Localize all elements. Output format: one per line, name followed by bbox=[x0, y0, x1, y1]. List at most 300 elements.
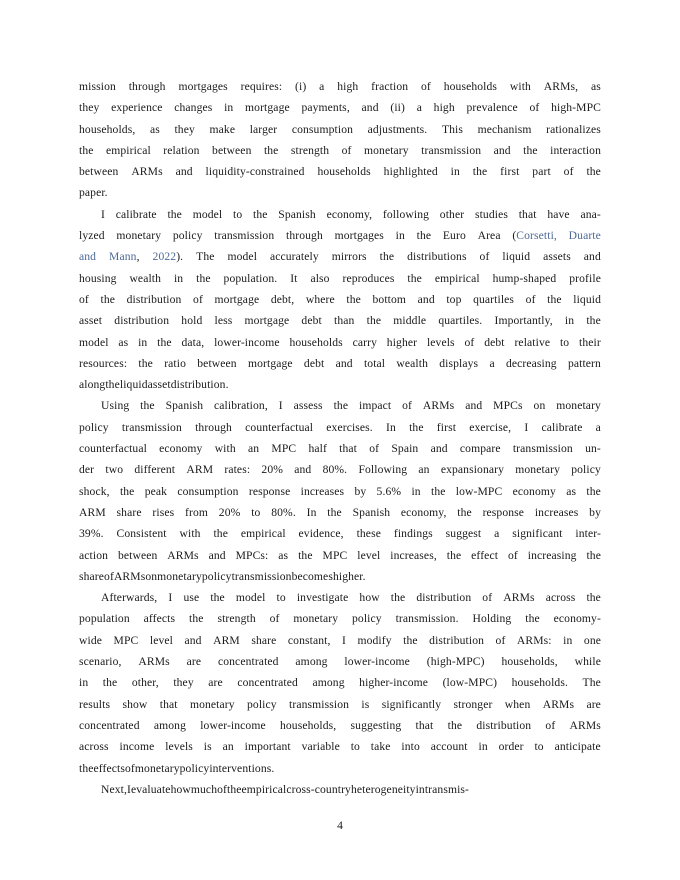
text-run: and bbox=[184, 633, 202, 647]
text-run: ARMs bbox=[167, 548, 199, 562]
word bbox=[589, 506, 601, 519]
text-run: 80%. bbox=[271, 505, 296, 519]
word bbox=[157, 570, 202, 583]
text-line bbox=[79, 698, 601, 719]
text-run: high bbox=[337, 80, 359, 93]
word bbox=[280, 719, 336, 732]
word bbox=[168, 591, 172, 604]
text-run: the bbox=[586, 591, 601, 605]
word bbox=[359, 676, 428, 689]
word bbox=[483, 506, 525, 519]
text-run: monetary bbox=[515, 463, 560, 477]
word bbox=[368, 123, 428, 136]
text-run: higher-income bbox=[359, 676, 429, 690]
text-run: through bbox=[285, 229, 323, 243]
text-run: policy bbox=[179, 761, 210, 775]
word bbox=[571, 463, 601, 476]
citation-link[interactable]: and bbox=[79, 250, 97, 264]
word bbox=[496, 634, 506, 647]
text-run: while bbox=[574, 655, 601, 669]
word bbox=[596, 421, 601, 434]
text-run: monetary bbox=[157, 569, 202, 583]
word bbox=[510, 80, 531, 93]
text-run: the bbox=[140, 399, 155, 413]
text-run: increases bbox=[300, 484, 345, 498]
text-run: adjustments. bbox=[367, 122, 428, 136]
word bbox=[294, 399, 323, 412]
text-run: households. bbox=[511, 676, 568, 690]
text-run: is bbox=[361, 697, 370, 711]
text-run: and bbox=[361, 101, 379, 115]
word bbox=[245, 421, 313, 434]
text-run: distribution. bbox=[170, 378, 229, 392]
word bbox=[232, 570, 292, 583]
word bbox=[466, 101, 517, 114]
text-run: ). bbox=[176, 250, 184, 264]
text-run: un- bbox=[585, 442, 601, 456]
word bbox=[342, 634, 346, 647]
word bbox=[117, 506, 142, 519]
text-run: quartiles. bbox=[438, 314, 483, 328]
word bbox=[224, 101, 233, 114]
word bbox=[416, 719, 434, 732]
word bbox=[213, 527, 228, 540]
text-run: requires: bbox=[240, 80, 283, 93]
paragraph bbox=[79, 783, 601, 804]
word bbox=[122, 698, 147, 711]
text-run: a bbox=[595, 420, 601, 434]
text-run: the bbox=[430, 484, 446, 498]
word bbox=[173, 676, 193, 689]
word bbox=[105, 463, 123, 476]
text-run: the bbox=[346, 292, 361, 306]
text-run: the bbox=[586, 314, 601, 328]
word bbox=[534, 399, 546, 412]
text-run: high bbox=[433, 101, 455, 115]
text-run: into bbox=[401, 740, 420, 754]
text-run: in bbox=[450, 165, 460, 179]
word bbox=[160, 698, 178, 711]
text-line bbox=[79, 762, 601, 783]
text-run: transmission. bbox=[395, 612, 459, 626]
text-run: Holding bbox=[472, 612, 512, 626]
word bbox=[371, 80, 408, 93]
text-run: Afterwards, bbox=[101, 591, 158, 605]
word bbox=[184, 634, 201, 647]
word bbox=[391, 442, 418, 455]
text-run: monetary bbox=[293, 612, 339, 626]
text-run: resources: bbox=[79, 356, 128, 370]
word bbox=[584, 634, 601, 647]
text-run: significantly bbox=[381, 697, 442, 711]
text-run: first bbox=[500, 165, 520, 179]
word bbox=[534, 740, 543, 753]
word bbox=[441, 463, 504, 476]
text-run: the bbox=[416, 229, 432, 243]
word bbox=[131, 783, 171, 796]
text-line bbox=[79, 612, 601, 633]
word bbox=[120, 485, 135, 498]
word bbox=[215, 314, 233, 327]
text-run: the bbox=[586, 165, 601, 179]
word bbox=[478, 740, 487, 753]
text-run: concentrated bbox=[79, 718, 140, 732]
word bbox=[357, 549, 380, 562]
text-run: of bbox=[269, 612, 280, 626]
word bbox=[554, 612, 601, 625]
word bbox=[584, 250, 601, 263]
text-run: debt bbox=[301, 314, 322, 328]
text-line bbox=[79, 101, 601, 122]
word bbox=[373, 293, 407, 306]
text-run: transmission bbox=[231, 569, 292, 583]
text-run: the bbox=[409, 420, 424, 434]
word bbox=[217, 612, 255, 625]
text-run: other, bbox=[131, 676, 159, 690]
text-run: where bbox=[305, 292, 335, 306]
text-run: the bbox=[586, 548, 601, 562]
text-run: households bbox=[443, 80, 498, 93]
word bbox=[286, 229, 323, 242]
text-run: exercise, bbox=[469, 420, 512, 434]
word bbox=[193, 293, 203, 306]
word bbox=[302, 740, 340, 753]
text-run: Using bbox=[101, 399, 130, 413]
text-run: In bbox=[306, 505, 317, 519]
text-run: larger bbox=[249, 122, 278, 136]
text-run: as bbox=[566, 484, 577, 498]
word bbox=[586, 698, 601, 711]
word bbox=[342, 272, 394, 285]
page-number: 4 bbox=[337, 819, 343, 832]
text-line bbox=[79, 549, 601, 570]
text-run: constant, bbox=[287, 633, 331, 647]
text-run: along bbox=[79, 378, 106, 392]
word bbox=[307, 506, 317, 519]
text-run: It bbox=[290, 271, 298, 285]
text-run: The bbox=[582, 676, 601, 690]
text-run: important bbox=[244, 740, 291, 754]
word bbox=[431, 442, 448, 455]
paragraph bbox=[79, 591, 601, 783]
word bbox=[308, 442, 327, 455]
text-run: by bbox=[589, 505, 601, 519]
word bbox=[573, 293, 601, 306]
text-run: as bbox=[149, 122, 160, 136]
text-run: calibrate bbox=[541, 420, 583, 434]
word bbox=[421, 80, 431, 93]
word bbox=[418, 293, 435, 306]
text-run: debt, bbox=[270, 292, 295, 306]
text-run: income bbox=[119, 740, 155, 754]
text-run: exercises. bbox=[326, 420, 373, 434]
text-run: suggest bbox=[445, 527, 482, 541]
text-run: a bbox=[416, 101, 422, 115]
text-run: relative bbox=[514, 335, 551, 349]
word bbox=[138, 357, 153, 370]
citation-link[interactable]: Duarte bbox=[568, 229, 601, 243]
word bbox=[334, 399, 349, 412]
word bbox=[585, 442, 601, 455]
word bbox=[177, 485, 238, 498]
text-run: of bbox=[193, 292, 203, 306]
text-run: one bbox=[583, 633, 601, 647]
text-run: the bbox=[327, 505, 342, 519]
word bbox=[429, 634, 484, 647]
text-run: variable bbox=[301, 740, 340, 754]
word bbox=[440, 208, 464, 221]
text-run: asset bbox=[147, 378, 171, 392]
text-run: 5.6% bbox=[376, 484, 402, 498]
word bbox=[359, 591, 379, 604]
word bbox=[471, 549, 498, 562]
text-run: 39%. bbox=[79, 527, 104, 541]
text-run: of bbox=[104, 569, 114, 583]
text-run: inter- bbox=[575, 527, 601, 541]
word bbox=[501, 655, 557, 668]
word bbox=[117, 527, 167, 540]
word bbox=[144, 612, 176, 625]
word bbox=[323, 463, 348, 476]
text-run: ARM bbox=[213, 633, 240, 647]
text-run: model bbox=[227, 250, 258, 264]
text-run: mortgages bbox=[178, 80, 228, 93]
text-run: distribution bbox=[126, 292, 182, 306]
word bbox=[79, 229, 105, 242]
text-run: in bbox=[79, 676, 89, 690]
text-run: of bbox=[545, 718, 556, 732]
word bbox=[94, 762, 126, 775]
text-run: the bbox=[102, 676, 118, 690]
text-line bbox=[79, 314, 601, 335]
text-run: ARMs bbox=[542, 697, 575, 711]
word bbox=[489, 357, 494, 370]
word bbox=[393, 314, 426, 327]
word bbox=[264, 144, 279, 157]
text-run: transmis- bbox=[424, 782, 470, 796]
text-line bbox=[79, 80, 601, 101]
text-run: interaction bbox=[550, 143, 601, 157]
word bbox=[208, 676, 223, 689]
word bbox=[506, 357, 557, 370]
text-run: the bbox=[196, 271, 211, 285]
word bbox=[512, 527, 562, 540]
word bbox=[105, 378, 120, 391]
word bbox=[546, 591, 576, 604]
word bbox=[181, 336, 204, 349]
text-run: on bbox=[533, 399, 546, 413]
citation-link[interactable]: 2022 bbox=[152, 250, 177, 264]
text-run: of bbox=[341, 143, 352, 157]
word bbox=[241, 80, 283, 93]
text-run: the bbox=[213, 527, 228, 541]
word bbox=[454, 698, 493, 711]
text-run: monetary bbox=[363, 143, 409, 157]
text-run: in bbox=[411, 484, 421, 498]
text-run: top bbox=[446, 292, 462, 306]
word bbox=[423, 399, 454, 412]
text-run: increasing bbox=[527, 548, 577, 562]
word bbox=[138, 655, 169, 668]
text-run: transmission bbox=[512, 442, 573, 456]
word bbox=[249, 485, 291, 498]
text-run: empirical bbox=[240, 527, 286, 541]
text-run: much bbox=[190, 782, 218, 796]
citation-link[interactable]: Corsetti, bbox=[516, 229, 557, 243]
word bbox=[181, 314, 202, 327]
text-run: expansionary bbox=[440, 463, 505, 477]
word bbox=[478, 229, 501, 242]
text-run: distribution bbox=[416, 591, 472, 605]
word bbox=[295, 655, 327, 668]
word bbox=[517, 634, 552, 647]
word bbox=[127, 293, 182, 306]
text-run: mechanism bbox=[477, 122, 532, 136]
text-run: impact bbox=[358, 399, 392, 413]
word bbox=[214, 399, 268, 412]
word bbox=[469, 421, 511, 434]
word bbox=[526, 293, 536, 306]
text-run: assess bbox=[293, 399, 323, 413]
word bbox=[382, 698, 441, 711]
word bbox=[118, 336, 128, 349]
text-run: between bbox=[117, 548, 158, 562]
word bbox=[79, 80, 116, 93]
word bbox=[116, 229, 161, 242]
text-run: with bbox=[214, 442, 236, 456]
word bbox=[219, 506, 241, 519]
word bbox=[204, 740, 212, 753]
word bbox=[79, 549, 108, 562]
text-run: an bbox=[247, 442, 260, 456]
text-run: liquid bbox=[502, 250, 531, 264]
text-run: the bbox=[403, 633, 418, 647]
text-run: and bbox=[335, 356, 353, 370]
word bbox=[271, 442, 296, 455]
word bbox=[523, 144, 538, 157]
word bbox=[187, 655, 202, 668]
text-run: the bbox=[138, 356, 153, 370]
text-run: their bbox=[579, 335, 601, 349]
word bbox=[79, 719, 140, 732]
text-run: affects bbox=[143, 612, 176, 626]
text-run: is bbox=[203, 740, 212, 754]
text-run: ARM bbox=[79, 505, 106, 519]
text-run: between bbox=[212, 143, 252, 157]
word bbox=[233, 208, 242, 221]
word bbox=[547, 293, 562, 306]
word bbox=[409, 421, 424, 434]
word bbox=[291, 144, 329, 157]
text-run: MPC bbox=[322, 548, 348, 562]
text-run: ARMs bbox=[131, 165, 163, 179]
word bbox=[294, 463, 311, 476]
text-run: among bbox=[312, 676, 345, 690]
word bbox=[359, 399, 391, 412]
text-run: the bbox=[547, 292, 562, 306]
text-run: policy bbox=[352, 612, 382, 626]
word bbox=[569, 229, 601, 242]
text-run: levels bbox=[165, 740, 193, 754]
word bbox=[451, 165, 460, 178]
text-run: the bbox=[157, 335, 172, 349]
text-line bbox=[79, 527, 601, 548]
word bbox=[189, 612, 204, 625]
word bbox=[544, 80, 578, 93]
text-line bbox=[79, 144, 601, 165]
text-run: high-MPC bbox=[551, 101, 601, 115]
word bbox=[227, 783, 242, 796]
text-run: concentrated bbox=[217, 655, 279, 669]
word bbox=[500, 165, 519, 178]
word bbox=[150, 123, 160, 136]
text-run: that bbox=[518, 207, 537, 221]
text-run: interventions. bbox=[209, 761, 275, 775]
word bbox=[403, 634, 418, 647]
text-line bbox=[79, 250, 601, 271]
text-line bbox=[79, 655, 601, 676]
text-run: wealth bbox=[129, 271, 162, 285]
text-run: mortgage bbox=[214, 292, 260, 306]
text-run: asset bbox=[79, 314, 103, 328]
text-run: changes bbox=[174, 101, 213, 115]
text-run: among bbox=[295, 655, 328, 669]
citation-link[interactable]: Mann bbox=[109, 250, 137, 264]
word bbox=[591, 80, 601, 93]
word bbox=[304, 357, 324, 370]
text-run: these bbox=[356, 527, 381, 541]
text-run: distribution bbox=[476, 718, 532, 732]
word bbox=[131, 165, 162, 178]
word bbox=[342, 144, 352, 157]
text-run: between bbox=[79, 165, 119, 179]
text-run: take bbox=[370, 740, 391, 754]
text-run: an bbox=[418, 463, 430, 477]
word bbox=[386, 421, 396, 434]
word bbox=[525, 612, 540, 625]
text-run: and bbox=[430, 442, 448, 456]
word bbox=[224, 463, 250, 476]
text-run: across bbox=[79, 740, 109, 754]
word bbox=[301, 485, 345, 498]
text-run: housing bbox=[79, 271, 117, 285]
word bbox=[253, 208, 268, 221]
word bbox=[357, 527, 381, 540]
text-run: quartiles bbox=[473, 292, 515, 306]
text-run: policy bbox=[172, 229, 203, 243]
word bbox=[514, 336, 550, 349]
word bbox=[180, 527, 201, 540]
text-run: level bbox=[357, 548, 381, 562]
text-line bbox=[79, 442, 601, 463]
text-run: that bbox=[415, 718, 434, 732]
word bbox=[515, 463, 560, 476]
text-run: liquid bbox=[573, 292, 601, 306]
word bbox=[209, 549, 226, 562]
text-run: population. bbox=[223, 271, 278, 285]
word bbox=[384, 165, 438, 178]
text-run: the bbox=[298, 548, 313, 562]
word bbox=[357, 634, 391, 647]
word bbox=[79, 186, 108, 199]
word bbox=[293, 612, 338, 625]
word bbox=[460, 442, 501, 455]
word bbox=[586, 549, 601, 562]
word bbox=[79, 250, 96, 263]
word bbox=[306, 293, 335, 306]
word bbox=[550, 144, 601, 157]
word bbox=[270, 250, 319, 263]
